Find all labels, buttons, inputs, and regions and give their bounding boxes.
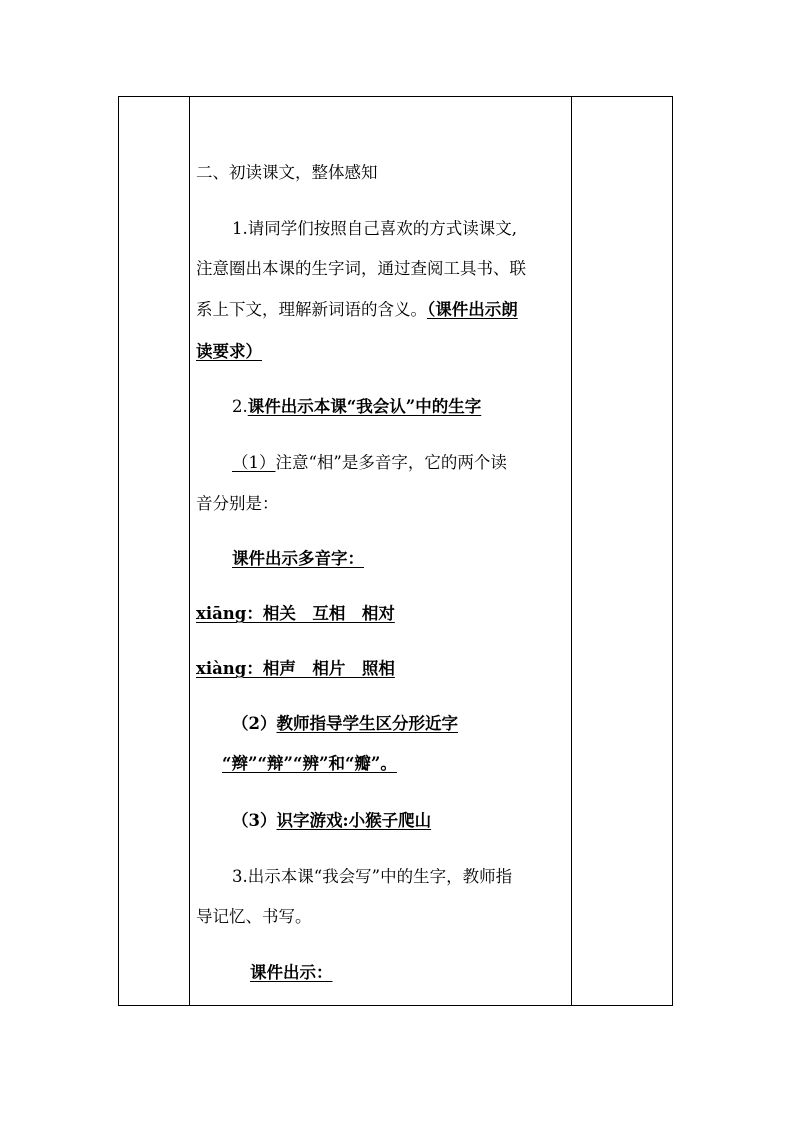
courseware-note: 课件出示： xyxy=(250,963,333,982)
courseware-note: 课件出示本课“我会认”中的生字 xyxy=(247,397,482,416)
polyphone-row-2 xyxy=(196,658,566,680)
courseware-note: 课件出示多音字： xyxy=(232,549,364,568)
similar-characters: “辫”“辩”“辨”和“瓣”。 xyxy=(222,754,397,773)
subitem-number: （3） xyxy=(232,811,277,830)
paragraph-text: 1.请同学们按照自己喜欢的方式读课文, xyxy=(232,219,517,238)
paragraph-3-line-1 xyxy=(196,866,566,888)
paragraph-1-line-4 xyxy=(196,341,566,363)
subitem-1-line-2 xyxy=(196,493,566,515)
subitem-2-line-1 xyxy=(196,713,566,735)
courseware-note: 识字游戏:小猴子爬山 xyxy=(276,811,432,830)
paragraph-text: 系上下文，理解新词语的含义。 xyxy=(196,300,427,319)
subitem-2-line-2 xyxy=(196,753,566,775)
subitem-number: （1） xyxy=(232,453,276,472)
polyphone-caption xyxy=(196,548,566,570)
pinyin-row: xiàng：相声 相片 照相 xyxy=(196,659,395,678)
table-column-divider-left xyxy=(189,97,190,1005)
subitem-1-line-1 xyxy=(196,452,566,474)
section-heading xyxy=(196,162,566,184)
paragraph-text: 音分别是： xyxy=(196,494,279,513)
paragraph-1-line-1 xyxy=(196,218,566,240)
paragraph-text: 注意“相”是多音字，它的两个读 xyxy=(275,453,507,472)
subitem-3 xyxy=(196,810,566,832)
paragraph-3-line-2 xyxy=(196,906,566,928)
polyphone-row-1 xyxy=(196,603,566,625)
paragraph-text: 3.出示本课“我会写”中的生字，教师指 xyxy=(232,867,513,886)
paragraph-text: 导记忆、书写。 xyxy=(196,907,312,926)
pinyin-row: xiāng：相关 互相 相对 xyxy=(196,604,395,623)
item-number: 2. xyxy=(232,397,248,416)
subitem-number: （2） xyxy=(232,714,277,733)
paragraph-1-line-2 xyxy=(196,258,566,280)
courseware-note: 读要求） xyxy=(196,342,262,361)
paragraph-text: 注意圈出本课的生字词，通过查阅工具书、联 xyxy=(196,259,526,278)
courseware-note: （课件出示朗 xyxy=(427,300,518,319)
courseware-note: 教师指导学生区分形近字 xyxy=(276,714,458,733)
paragraph-1-line-3 xyxy=(196,299,566,321)
paragraph-2 xyxy=(196,396,566,418)
courseware-caption xyxy=(196,962,566,984)
section-heading-text: 二、初读课文，整体感知 xyxy=(196,163,378,182)
table-column-divider-right xyxy=(571,97,572,1005)
